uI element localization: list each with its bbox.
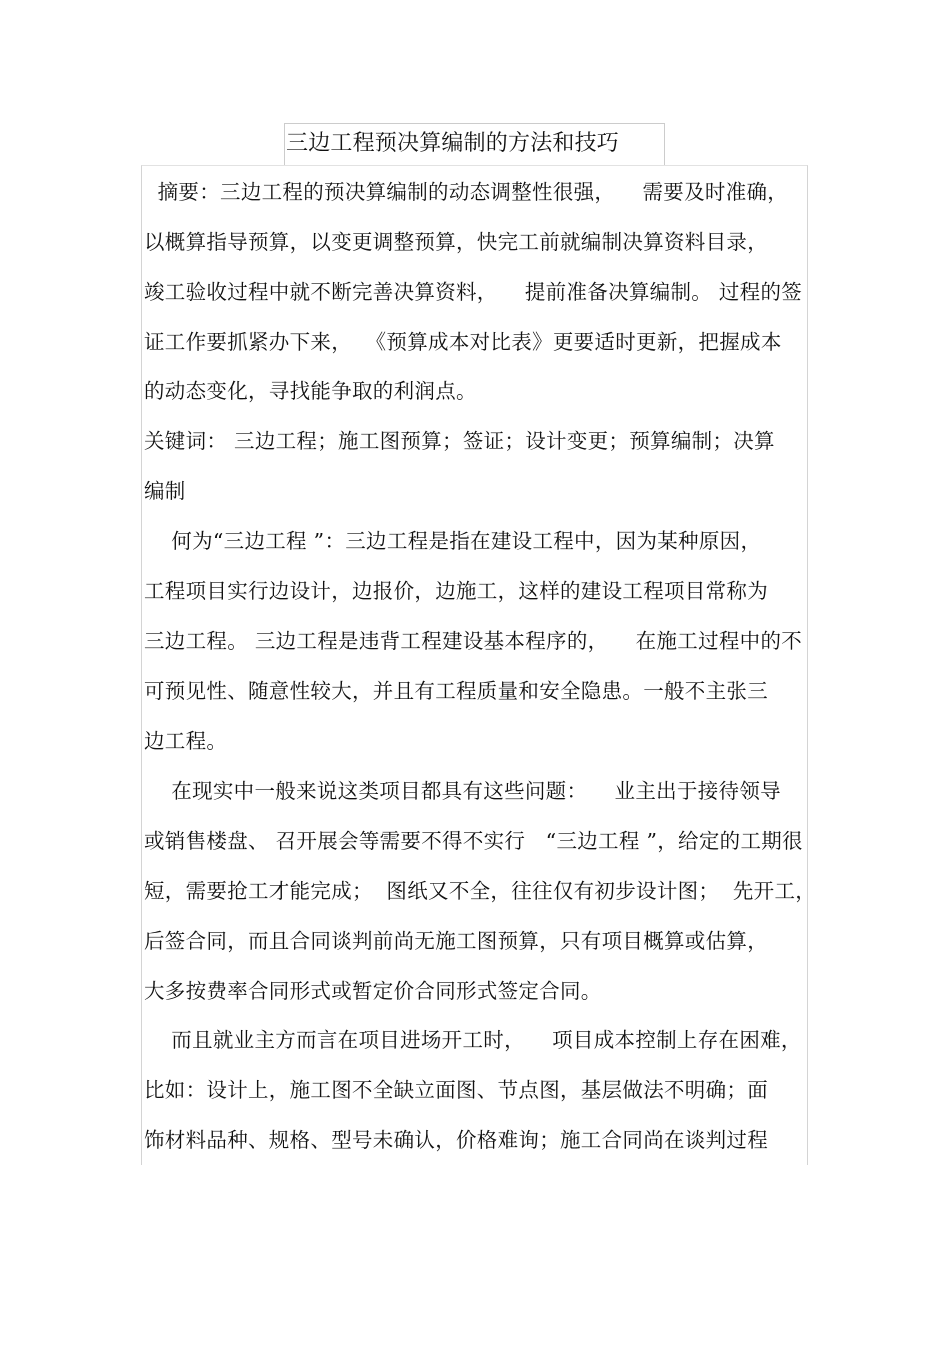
text-line: 可预见性、随意性较大，并且有工程质量和安全隐患。一般不主张三	[144, 679, 768, 703]
text-line: 三边工程。 三边工程是违背工程建设基本程序的， 在施工过程中的不	[144, 629, 803, 653]
text-line: 工程项目实行边设计，边报价，边施工，这样的建设工程项目常称为	[144, 579, 768, 603]
document-title: 三边工程预决算编制的方法和技巧	[286, 131, 620, 156]
text-line: 竣工验收过程中就不断完善决算资料， 提前准备决算编制。 过程的签	[144, 280, 803, 304]
text-line: 大多按费率合同形式或暂定价合同形式签定合同。	[144, 979, 602, 1003]
keywords-line: 编制	[144, 479, 186, 503]
text-line: 或销售楼盘、 召开展会等需要不得不实行 “三边工程 ”，给定的工期很	[144, 829, 803, 853]
text-line: 比如：设计上，施工图不全缺立面图、节点图，基层做法不明确；面	[144, 1078, 768, 1102]
text-line: 何为“三边工程 ”：三边工程是指在建设工程中，因为某种原因，	[144, 529, 762, 553]
text-line: 摘要：三边工程的预决算编制的动态调整性很强， 需要及时准确，	[144, 180, 789, 204]
text-line: 在现实中一般来说这类项目都具有这些问题： 业主出于接待领导	[144, 779, 781, 803]
text-frame	[141, 165, 808, 1165]
text-line: 以概算指导预算，以变更调整预算，快完工前就编制决算资料目录，	[144, 230, 768, 254]
text-line: 饰材料品种、规格、型号未确认，价格难询；施工合同尚在谈判过程	[144, 1128, 768, 1152]
text-line: 后签合同，而且合同谈判前尚无施工图预算，只有项目概算或估算，	[144, 929, 768, 953]
keywords-line: 关键词： 三边工程；施工图预算；签证；设计变更；预算编制；决算	[144, 429, 775, 453]
text-line: 边工程。	[144, 729, 228, 753]
text-line: 的动态变化，寻找能争取的利润点。	[144, 379, 477, 403]
text-line: 证工作要抓紧办下来， 《预算成本对比表》更要适时更新，把握成本	[144, 330, 782, 354]
text-line: 短，需要抢工才能完成； 图纸又不全，往往仅有初步设计图； 先开工，	[144, 879, 817, 903]
text-line: 而且就业主方而言在项目进场开工时， 项目成本控制上存在困难，	[144, 1028, 802, 1052]
